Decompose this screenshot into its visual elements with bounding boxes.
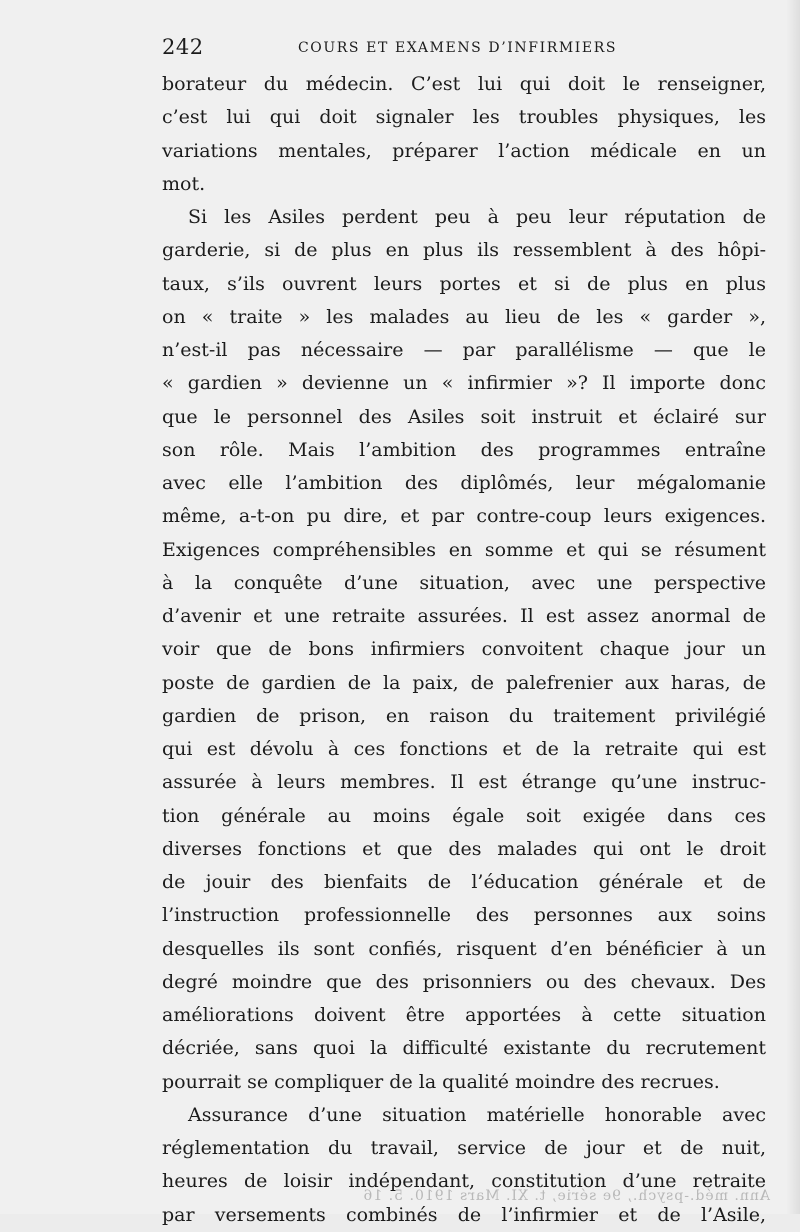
text-line: son rôle. Mais l’ambition des programmes entraîne: [162, 438, 766, 461]
running-head: COURS ET EXAMENS D’INFIRMIERS: [298, 40, 618, 56]
text-line: d’avenir et une retraite assurées. Il est assez anormal de: [162, 605, 766, 627]
page-edge-shadow: [786, 0, 800, 1214]
page-number: 242: [162, 35, 204, 59]
text-line: à la conquête d’une situation, avec une perspective: [162, 571, 766, 594]
text-line: assurée à leurs membres. Il est étrange qu’une instruc-: [162, 771, 766, 794]
text-line: mot.: [162, 172, 206, 195]
text-line: que le personnel des Asiles soit instruit et éclairé sur: [162, 405, 766, 428]
text-line: poste de gardien de la paix, de palefrenier aux haras, de: [162, 671, 766, 694]
text-line: diverses fonctions et que des malades qui ont le droit: [162, 837, 766, 860]
bleed-through-footer: Ann. méd.-psych., 9e série, t. XI. Mars 1910. 5. 16: [362, 1188, 770, 1204]
text-line: qui est dévolu à ces fonctions et de la retraite qui est: [162, 738, 766, 760]
text-line: avec elle l’ambition des diplômés, leur mégalomanie: [162, 472, 766, 494]
text-line: décriée, sans quoi la difficulté existante du recrutement: [162, 1037, 766, 1060]
page-header: [162, 35, 762, 63]
text-line: pourrait se compliquer de la qualité moindre des recrues.: [162, 1070, 720, 1093]
text-line: Si les Asiles perdent peu à peu leur réputation de: [188, 206, 766, 228]
text-line: améliorations doivent être apportées à cette situation: [162, 1004, 766, 1026]
text-line: on « traite » les malades au lieu de les « garder »,: [162, 305, 766, 328]
text-line: voir que de bons infirmiers convoitent chaque jour un: [162, 638, 766, 661]
text-line: gardien de prison, en raison du traitement privilégié: [162, 704, 766, 727]
text-line: de jouir des bienfaits de l’éducation générale et de: [162, 871, 766, 893]
text-line: taux, s’ils ouvrent leurs portes et si de plus en plus: [162, 272, 766, 295]
text-line: réglementation du travail, service de jour et de nuit,: [162, 1137, 766, 1159]
text-line: heures de loisir indépendant, constitution d’une retraite: [162, 1170, 766, 1193]
text-line: même, a-t-on pu dire, et par contre-coup leurs exigences.: [162, 505, 766, 528]
text-line: l’instruction professionnelle des personnes aux soins: [162, 904, 766, 927]
text-line: garderie, si de plus en plus ils ressemblent à des hôpi-: [162, 239, 766, 262]
body-text: [162, 68, 766, 1232]
text-line: desquelles ils sont confiés, risquent d’en bénéficier à un: [162, 937, 766, 960]
text-line: borateur du médecin. C’est lui qui doit le renseigner,: [162, 73, 766, 95]
text-line: c’est lui qui doit signaler les troubles physiques, les: [162, 106, 766, 129]
text-line: « gardien » devienne un « infirmier »? Il importe donc: [162, 372, 766, 395]
text-line: degré moindre que des prisonniers ou des chevaux. Des: [162, 970, 766, 993]
text-line: par versements combinés de l’infirmier et de l’Asile,: [162, 1203, 766, 1226]
text-line: variations mentales, préparer l’action médicale en un: [162, 139, 766, 162]
text-line: Assurance d’une situation matérielle honorable avec: [188, 1103, 766, 1126]
text-line: Exigences compréhensibles en somme et qui se résument: [162, 538, 766, 561]
text-line: n’est-il pas nécessaire — par parallélisme — que le: [162, 339, 766, 361]
text-line: tion générale au moins égale soit exigée dans ces: [162, 804, 766, 827]
